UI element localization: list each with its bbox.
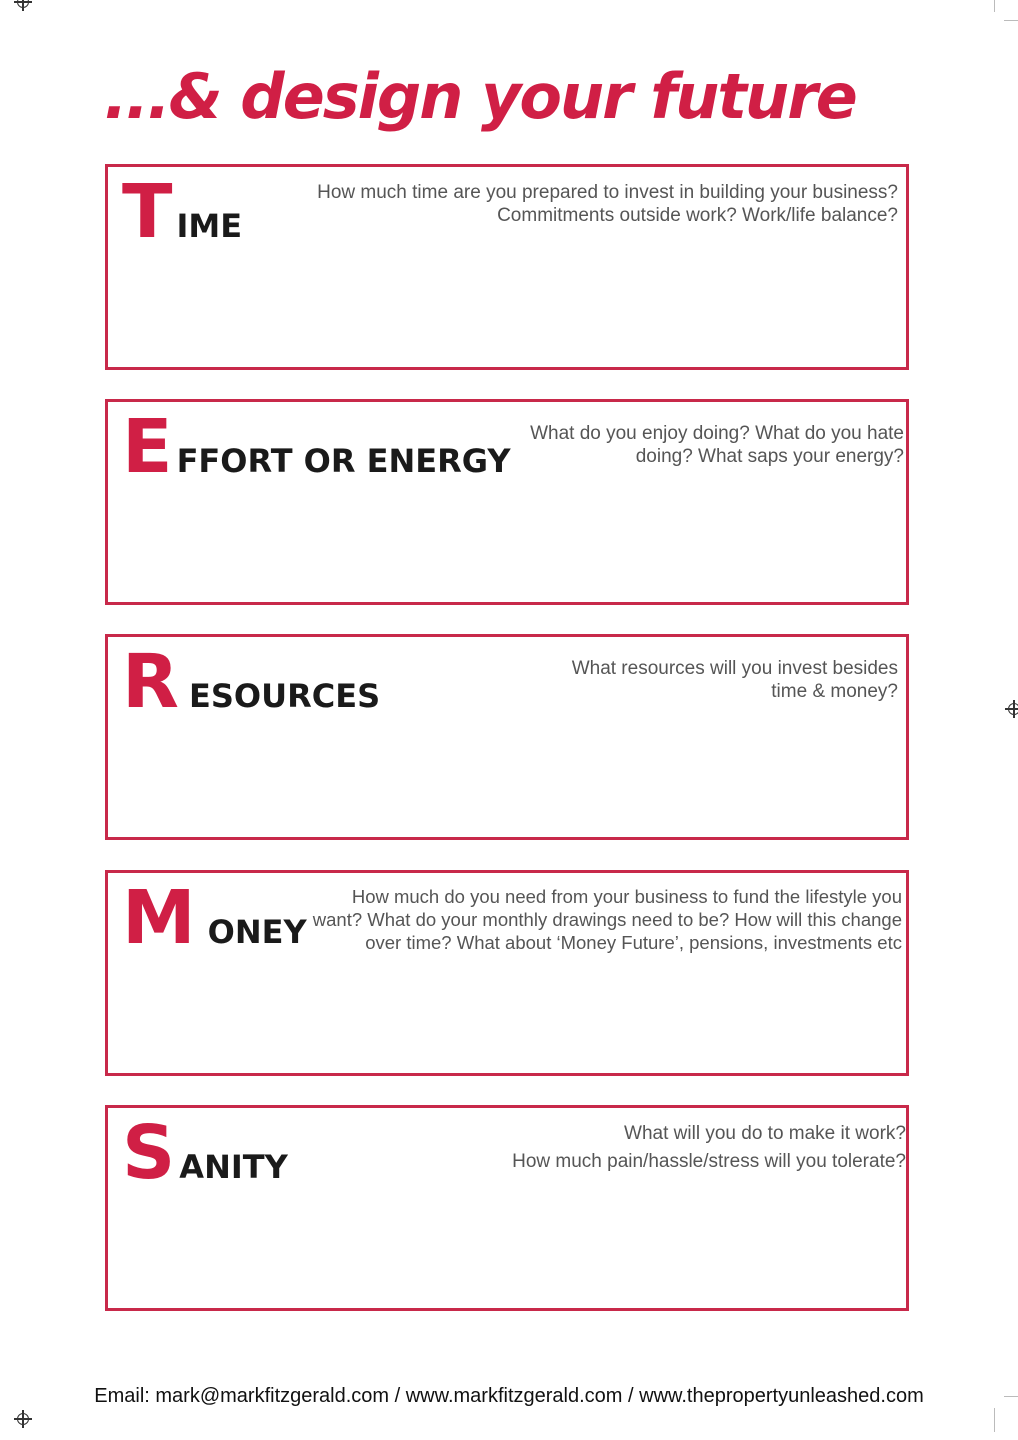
- time-initial: T: [122, 169, 173, 255]
- sanity-question: What will you do to make it work? How much pain/hassle/stress will you tolerate?: [512, 1123, 906, 1172]
- effort-box[interactable]: [105, 399, 909, 605]
- money-box[interactable]: [105, 870, 909, 1076]
- resources-initial: R: [122, 639, 179, 725]
- money-label: ONEY: [207, 913, 307, 951]
- crop-mark: [994, 0, 995, 12]
- registration-mark-icon: [17, 1413, 29, 1425]
- time-box[interactable]: [105, 164, 909, 370]
- effort-question: What do you enjoy doing? What do you hate doing? What saps your energy?: [530, 423, 904, 467]
- money-heading: [122, 875, 307, 961]
- crop-mark: [994, 1408, 995, 1432]
- resources-box[interactable]: [105, 634, 909, 840]
- resources-label: ESOURCES: [188, 677, 381, 715]
- time-heading: [122, 169, 243, 255]
- time-label: IME: [176, 207, 243, 245]
- effort-initial: E: [122, 404, 173, 490]
- sanity-initial: S: [122, 1110, 176, 1196]
- resources-question: What resources will you invest besides time & money?: [571, 658, 898, 702]
- effort-label: FFORT OR ENERGY: [176, 442, 511, 480]
- registration-mark-icon: [1008, 703, 1018, 715]
- resources-heading: [122, 639, 381, 725]
- sanity-heading: [122, 1110, 288, 1196]
- effort-heading: [122, 404, 511, 490]
- crop-mark: [1004, 20, 1018, 21]
- money-question: How much do you need from your business to fund the lifestyle you want? What do your monthly drawings need to be? How will this change over time? What about ‘Money Future’, pensions, investments etc: [312, 886, 902, 953]
- sanity-box[interactable]: [105, 1105, 909, 1311]
- contact-footer: Email: mark@markfitzgerald.com / www.markfitzgerald.com / www.thepropertyunleashed.com: [94, 1385, 924, 1407]
- time-question: How much time are you prepared to invest in building your business? Commitments outside work? Work/life balance?: [317, 182, 898, 226]
- sanity-label: ANITY: [179, 1148, 288, 1186]
- money-initial: M: [122, 875, 196, 961]
- page-title: ...& design your future: [104, 60, 856, 133]
- registration-mark-icon: [17, 0, 29, 8]
